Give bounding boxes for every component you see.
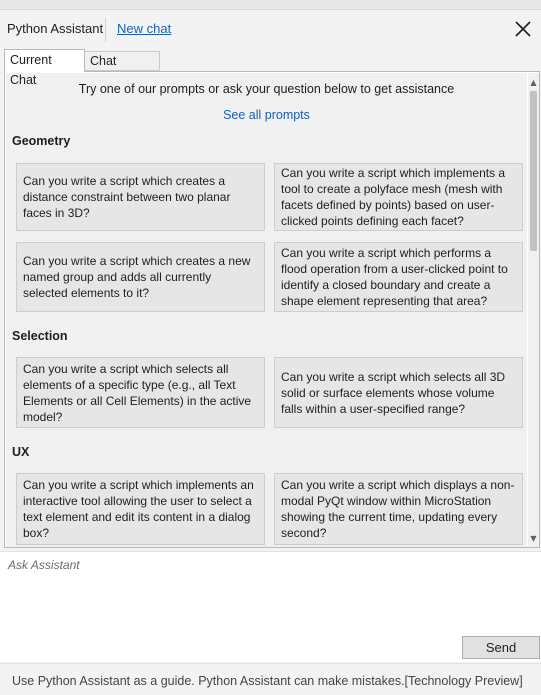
scroll-up-icon[interactable]: ▲: [530, 78, 537, 87]
tab-chat-history[interactable]: Chat: [85, 51, 160, 71]
send-button[interactable]: Send: [462, 636, 540, 659]
prompt-card[interactable]: [274, 473, 523, 545]
scroll-down-icon[interactable]: ▼: [530, 534, 537, 543]
section-title-geometry: Geometry: [12, 134, 71, 148]
ask-assistant-input[interactable]: [0, 551, 541, 662]
scrollbar-thumb[interactable]: [530, 91, 537, 251]
assistant-header: [0, 10, 541, 48]
prompt-text: Can you write a script which creates a distance constraint between two planar faces in 3D?: [23, 174, 231, 220]
disclaimer-text: Use Python Assistant as a guide. Python Assistant can make mistakes.[Technology Preview]: [12, 674, 523, 688]
prompt-text: Can you write a script which selects all 3D solid or surface elements whose volume falls within a user-specified range?: [281, 369, 506, 416]
new-chat-link[interactable]: New chat: [117, 21, 172, 36]
chat-tabs: [0, 49, 541, 87]
prompt-card[interactable]: [16, 357, 265, 428]
header-divider: [105, 18, 106, 42]
intro-text: Try one of our prompts or ask your question below to get assistance: [78, 82, 455, 96]
prompt-text: Can you write a script which displays a non-modal PyQt window within MicroStation showing the current time, updating every second?: [281, 478, 515, 540]
section-title-ux: UX: [12, 445, 30, 459]
ask-assistant-placeholder: Ask Assistant: [8, 558, 80, 572]
section-title-selection: Selection: [12, 329, 68, 343]
prompt-text: Can you write a script which selects all elements of a specific type (e.g., all Text Elements or all Cell Elements) in the active model?: [23, 361, 252, 424]
prompt-text: Can you write a script which creates a new named group and adds all currently selected elements to it?: [23, 254, 251, 300]
tab-current-chat[interactable]: Current Chat: [4, 49, 85, 72]
prompt-text: Can you write a script which implements a tool to create a polyface mesh (mesh with facets defined by points) based on user-clicked points defining each facet?: [281, 166, 506, 228]
disclaimer-footer: [0, 663, 541, 695]
top-strip: [0, 0, 541, 10]
prompt-card[interactable]: [274, 163, 523, 231]
prompt-card[interactable]: [274, 357, 523, 428]
prompt-gallery: [6, 73, 527, 547]
close-icon[interactable]: [512, 18, 534, 40]
prompt-scrollbar[interactable]: [528, 73, 539, 547]
prompt-text: Can you write a script which implements an interactive tool allowing the user to select a text element and edit its content in a dialog box?: [23, 478, 254, 540]
prompt-card[interactable]: [16, 242, 265, 312]
prompt-text: Can you write a script which performs a flood operation from a user-clicked point to identify a closed boundary and create a shape element representing that area?: [281, 246, 508, 308]
assistant-title: Python Assistant: [7, 21, 104, 36]
see-all-prompts-link[interactable]: See all prompts: [223, 108, 310, 122]
prompt-card[interactable]: [16, 473, 265, 545]
prompt-card[interactable]: [274, 242, 523, 312]
prompt-card[interactable]: [16, 163, 265, 231]
chat-panel: [4, 71, 540, 548]
